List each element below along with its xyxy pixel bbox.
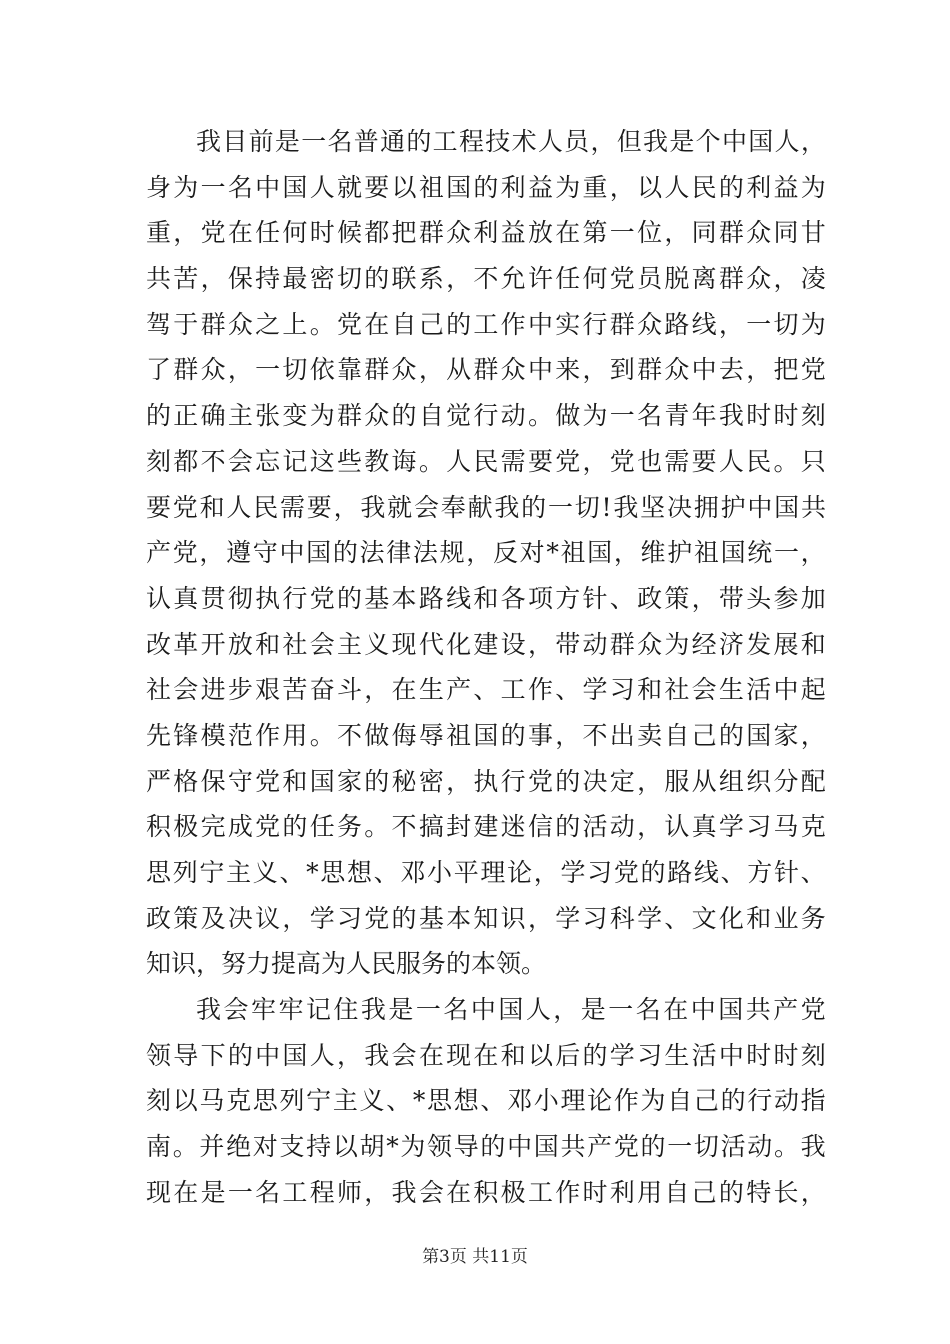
text-line: 知识，努力提高为人民服务的本领。 — [146, 949, 547, 979]
text-line — [146, 302, 826, 348]
text-line — [146, 1170, 826, 1216]
text-line — [146, 530, 826, 576]
body-text — [146, 119, 826, 1216]
text-line — [146, 759, 826, 805]
text-line-chars: 刻 以 马 克 思 列 宁 主 义 、 * 思 想 、 邓 小 理 论 作 为 自 己 的 行 动 指 — [146, 1086, 826, 1116]
text-line-chars: 先 锋 模 范 作 用 。 不 做 侮 辱 祖 国 的 事 ， 不 出 卖 自 己 的 国 家 ， — [146, 720, 826, 750]
text-line-chars: 产 党 ， 遵 守 中 国 的 法 律 法 规 ， 反 对 * 祖 国 ， 维 护 祖 国 统 一 ， — [146, 538, 826, 568]
text-line-chars: 政 策 及 决 议 ， 学 习 党 的 基 本 知 识 ， 学 习 科 学 、 文 化 和 业 务 — [146, 903, 826, 933]
text-line-chars: 领 导 下 的 中 国 人 ， 我 会 在 现 在 和 以 后 的 学 习 生 活 中 时 时 刻 — [146, 1040, 826, 1070]
text-line — [146, 1033, 826, 1079]
text-line-chars: 的 正 确 主 张 变 为 群 众 的 自 觉 行 动 。 做 为 一 名 青 年 我 时 时 刻 — [146, 401, 826, 431]
text-line-chars: 认 真 贯 彻 执 行 党 的 基 本 路 线 和 各 项 方 针 、 政 策 ， 带 头 参 加 — [146, 583, 826, 613]
text-line-chars: 南 。 并 绝 对 支 持 以 胡 * 为 领 导 的 中 国 共 产 党 的 一 切 活 动 。 我 — [146, 1132, 826, 1162]
page-footer: 第3页 共11页 — [422, 1247, 528, 1267]
text-line-chars: 我 目 前 是 一 名 普 通 的 工 程 技 术 人 员 ， 但 我 是 个 中 国 人 ， — [196, 127, 826, 156]
text-line-chars: 思 列 宁 主 义 、 * 思 想 、 邓 小 平 理 论 ， 学 习 党 的 路 线 、 方 针 、 — [146, 858, 826, 887]
text-line — [146, 439, 826, 485]
text-line — [146, 850, 826, 896]
text-line-chars: 身 为 一 名 中 国 人 就 要 以 祖 国 的 利 益 为 重 ， 以 人 民 的 利 益 为 — [146, 172, 826, 202]
text-line-chars: 严 格 保 守 党 和 国 家 的 秘 密 ， 执 行 党 的 决 定 ， 服 从 组 织 分 配 — [146, 766, 826, 796]
text-line — [146, 576, 826, 622]
text-line-chars: 现 在 是 一 名 工 程 师 ， 我 会 在 积 极 工 作 时 利 用 自 己 的 特 长 ， — [146, 1177, 826, 1207]
text-line — [146, 713, 826, 759]
text-line — [146, 485, 826, 531]
text-line — [146, 119, 826, 165]
text-line — [146, 165, 826, 211]
text-line — [146, 1124, 826, 1170]
text-line — [146, 347, 826, 393]
text-line-chars: 了 群 众 ， 一 切 依 靠 群 众 ， 从 群 众 中 来 ， 到 群 众 中 去 ， 把 党 — [146, 355, 826, 385]
text-line — [146, 667, 826, 713]
text-line — [146, 1078, 826, 1124]
text-line — [146, 804, 826, 850]
text-line-chars: 刻 都 不 会 忘 记 这 些 教 诲 。 人 民 需 要 党 ， 党 也 需 要 人 民 。 只 — [146, 446, 826, 476]
text-line-chars: 重 ， 党 在 任 何 时 候 都 把 群 众 利 益 放 在 第 一 位 ， 同 群 众 同 甘 — [146, 218, 826, 248]
text-line — [146, 987, 826, 1033]
text-line-chars: 改 革 开 放 和 社 会 主 义 现 代 化 建 设 ， 带 动 群 众 为 经 济 发 展 和 — [146, 629, 826, 659]
text-line-chars: 我 会 牢 牢 记 住 我 是 一 名 中 国 人 ， 是 一 名 在 中 国 共 产 党 — [196, 995, 826, 1025]
text-line-chars: 社 会 进 步 艰 苦 奋 斗 ， 在 生 产 、 工 作 、 学 习 和 社 会 生 活 中 起 — [146, 675, 826, 705]
text-line — [146, 896, 826, 942]
text-line — [146, 622, 826, 668]
text-line — [146, 210, 826, 256]
text-line — [146, 393, 826, 439]
text-line-chars: 积 极 完 成 党 的 任 务 。 不 搞 封 建 迷 信 的 活 动 ， 认 真 学 习 马 克 — [146, 812, 826, 842]
text-line-chars: 驾 于 群 众 之 上 。 党 在 自 己 的 工 作 中 实 行 群 众 路 线 ， 一 切 为 — [146, 309, 826, 339]
text-line-chars: 共 苦 ， 保 持 最 密 切 的 联 系 ， 不 允 许 任 何 党 员 脱 离 群 众 ， 凌 — [146, 264, 826, 294]
text-line — [146, 256, 826, 302]
text-line-chars: 要 党 和 人 民 需 要 ， 我 就 会 奉 献 我 的 一 切 ! 我 坚 决 拥 护 中 国 共 — [146, 492, 826, 522]
